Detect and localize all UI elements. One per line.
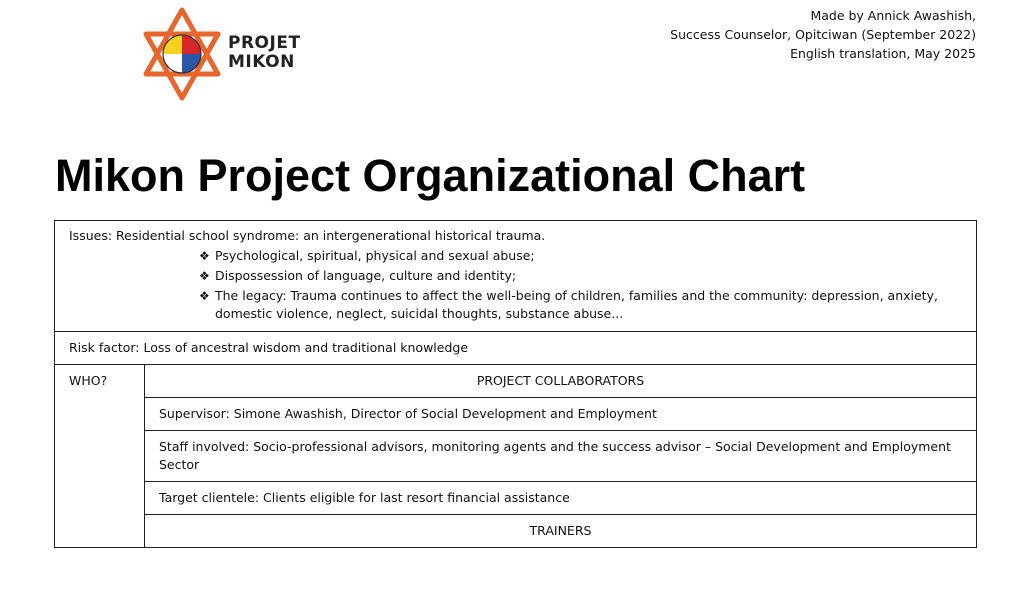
- staff-cell: Staff involved: Socio-professional advisors, monitoring agents and the success advisor – Social Development and Employment Sector: [145, 431, 977, 482]
- collaborators-header-row: [55, 365, 977, 398]
- diamond-bullet-icon: ❖: [199, 269, 210, 283]
- target-clientele-cell: Target clientele: Clients eligible for last resort financial assistance: [145, 482, 977, 515]
- staff-row: [55, 431, 977, 482]
- issue-item: [199, 247, 962, 265]
- issue-item-text: Psychological, spiritual, physical and sexual abuse;: [215, 248, 535, 263]
- credit-line-translation: English translation, May 2025: [790, 46, 976, 61]
- trainers-header-cell: TRAINERS: [145, 515, 977, 548]
- star-medicine-wheel-icon: [140, 6, 224, 102]
- issues-intro: Issues: Residential school syndrome: an intergenerational historical trauma.: [69, 228, 546, 243]
- risk-factor-row: [55, 332, 977, 365]
- org-chart-table: [54, 220, 977, 548]
- credits-block: [670, 6, 976, 63]
- issues-row: [55, 221, 977, 332]
- logo-text-line-1: PROJET: [228, 33, 301, 53]
- risk-factor-cell: Risk factor: Loss of ancestral wisdom and traditional knowledge: [55, 332, 977, 365]
- page-title: Mikon Project Organizational Chart: [55, 150, 806, 201]
- target-clientele-row: [55, 482, 977, 515]
- logo-text: [228, 34, 301, 72]
- diamond-bullet-icon: ❖: [199, 289, 210, 303]
- collaborators-header-cell: PROJECT COLLABORATORS: [145, 365, 977, 398]
- issue-item-text: The legacy: Trauma continues to affect the well-being of children, families and the community: depression, anxiety, domestic violence, neglect, suicidal thoughts, substance abuse...: [215, 288, 938, 321]
- trainers-header-row: [55, 515, 977, 548]
- credit-line-author: Made by Annick Awashish,: [810, 8, 976, 23]
- credit-line-role: Success Counselor, Opitciwan (September 2022): [670, 27, 976, 42]
- issues-cell: [55, 221, 977, 332]
- supervisor-cell: Supervisor: Simone Awashish, Director of Social Development and Employment: [145, 398, 977, 431]
- issue-item: [199, 287, 962, 323]
- projet-mikon-logo: [140, 6, 320, 102]
- diamond-bullet-icon: ❖: [199, 249, 210, 263]
- logo-text-line-2: MIKON: [228, 52, 295, 72]
- who-label-cell: WHO?: [55, 365, 145, 548]
- supervisor-row: [55, 398, 977, 431]
- issue-item-text: Dispossession of language, culture and identity;: [215, 268, 517, 283]
- issue-item: [199, 267, 962, 285]
- issues-list: [69, 247, 962, 323]
